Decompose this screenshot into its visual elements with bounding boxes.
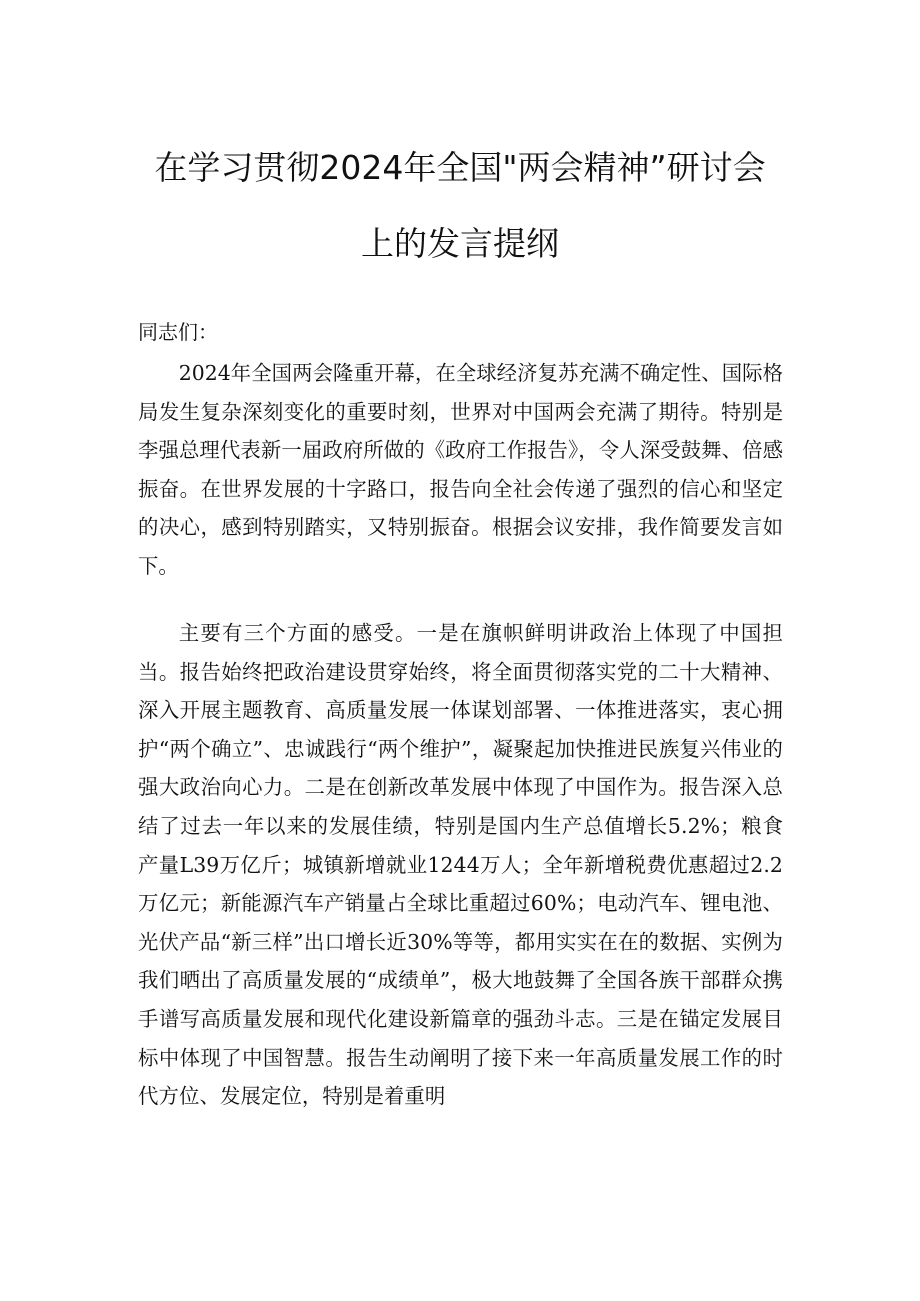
document-title-line-2: 上的发言提纲: [361, 224, 559, 263]
paragraph-2: 主要有三个方面的感受。一是在旗帜鲜明讲政治上体现了中国担当。报告始终把政治建设贯穿始终，将全面贯彻落实党的二十大精神、深入开展主题教育、高质量发展一体谋划部署、一体推进落实，衷心拥护“两个确立”、忠诚践行“两个维护”，凝聚起加快推进民族复兴伟业的强大政治向心力。二是在创新改革发展中体现了中国作为。报告深入总结了过去一年以来的发展佳绩，特别是国内生产总值增长5.2%；粮食产量L39万亿斤；城镇新增就业1244万人；全年新增税费优惠超过2.2万亿元；新能源汽车产销量占全球比重超过60%；电动汽车、锂电池、光伏产品“新三样”出口增长近30%等等，都用实实在在的数据、实例为我们晒出了高质量发展的“成绩单”，极大地鼓舞了全国各族干部群众携手谱写高质量发展和现代化建设新篇章的强劲斗志。三是在锚定发展目标中体现了中国智慧。报告生动阐明了接下来一年高质量发展工作的时代方位、发展定位，特别是着重明: [138, 621, 783, 1109]
paragraph-1: 2024年全国两会隆重开幕，在全球经济复苏充满不确定性、国际格局发生复杂深刻变化的重要时刻，世界对中国两会充满了期待。特别是李强总理代表新一届政府所做的《政府工作报告》，令人深受鼓舞、倍感振奋。在世界发展的十字路口，报告向全社会传递了强烈的信心和坚定的决心，感到特别踏实，又特别振奋。根据会议安排，我作简要发言如下。: [138, 361, 783, 578]
document-title-line-1: 在学习贯彻2024年全国"两会精神”研讨会: [154, 148, 766, 187]
salutation: 同志们：: [138, 320, 218, 344]
